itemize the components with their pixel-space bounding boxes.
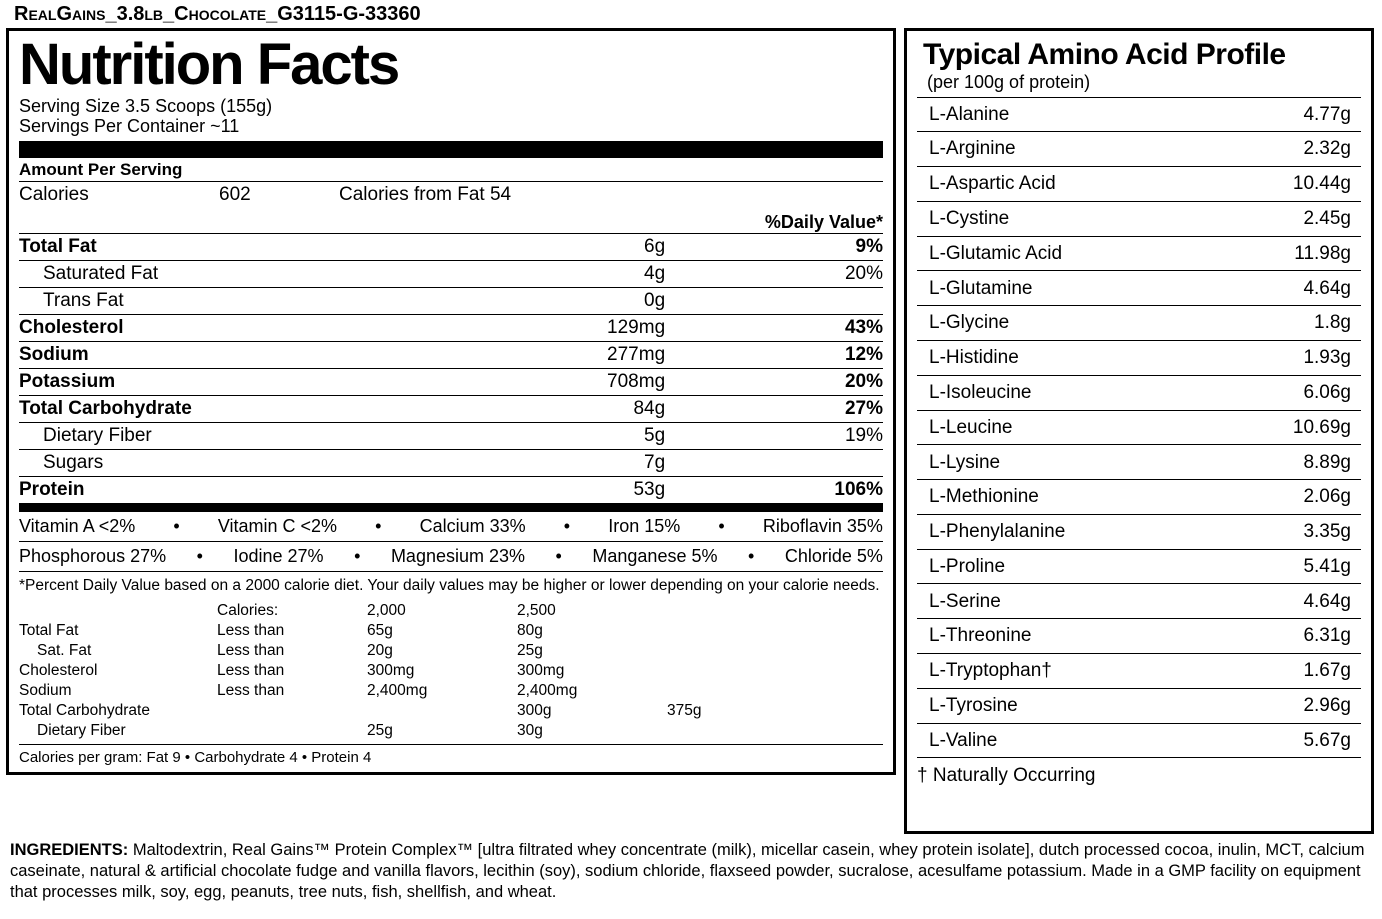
bullet-separator: • xyxy=(196,546,203,567)
amino-acid-footnote-row xyxy=(917,758,1361,792)
dv-row-extra xyxy=(667,621,883,641)
dv-row-name: Cholesterol xyxy=(19,661,98,679)
amino-acid-subtitle: (per 100g of protein) xyxy=(927,71,1091,92)
calories-value: 602 xyxy=(219,182,339,209)
amino-acid-value: 6.06g xyxy=(1221,375,1361,410)
nutrient-name: Potassium xyxy=(19,369,402,396)
calories-row xyxy=(19,182,883,209)
nutrient-daily-value: 12% xyxy=(775,342,883,369)
dv-row-qualifier: Less than xyxy=(217,661,285,679)
dv-row-qualifier: Less than xyxy=(217,621,285,639)
dv-row-name: Dietary Fiber xyxy=(37,721,126,739)
nutrient-amount: 129mg xyxy=(402,315,775,342)
dv-row-extra xyxy=(667,681,883,701)
amino-acid-name: L-Phenylalanine xyxy=(917,514,1221,549)
nutrient-name: Sugars xyxy=(19,450,402,477)
amino-acid-row xyxy=(917,723,1361,758)
vitamin-row-2 xyxy=(19,541,883,571)
amino-acid-value: 11.98g xyxy=(1221,236,1361,271)
dv-row-2500: 80g xyxy=(517,621,543,639)
nutrient-daily-value: 27% xyxy=(775,396,883,423)
file-title: RealGains_3.8lb_Chocolate_G3115-G-33360 xyxy=(14,3,421,25)
dv-row-2500: 2,400mg xyxy=(517,681,578,699)
divider-thick-top xyxy=(19,141,883,158)
daily-values-table xyxy=(19,601,883,741)
amino-acid-panel xyxy=(904,28,1374,834)
nutrient-amount: 277mg xyxy=(402,342,775,369)
amino-acid-value: 2.32g xyxy=(1221,132,1361,167)
nutrient-amount: 6g xyxy=(402,234,775,261)
amino-acid-name: L-Threonine xyxy=(917,619,1221,654)
daily-values-row xyxy=(19,681,883,701)
nutrient-name: Total Fat xyxy=(19,234,402,261)
amino-acid-row xyxy=(917,688,1361,723)
amino-acid-value: 2.06g xyxy=(1221,480,1361,515)
dv-row-2500: 30g xyxy=(517,721,543,739)
amino-acid-row xyxy=(917,549,1361,584)
amino-acid-value: 8.89g xyxy=(1221,445,1361,480)
amino-acid-row xyxy=(917,271,1361,306)
dv-header-calories: Calories: xyxy=(217,601,279,619)
dv-row-qualifier: Less than xyxy=(217,641,285,659)
ingredients-text: Maltodextrin, Real Gains™ Protein Complex™ [ultra filtrated whey concentrate (milk), micellar casein, whey protein isolate], dutch processed cocoa, inulin, MCT, calcium caseinate, natural & artificial chocolate fudge and vanilla flavors, lecithin (soy), sodium chloride, flaxseed powder, sucralose, acesulfame potassium. Made in a GMP facility on equipment that processes milk, soy, egg, peanuts, tree nuts, fish, shellfish, and wheat. xyxy=(10,841,1365,902)
dv-row-2000: 65g xyxy=(367,621,393,639)
amino-acid-name: L-Alanine xyxy=(917,97,1221,132)
amino-acid-value: 2.96g xyxy=(1221,688,1361,723)
nutrition-facts-title: Nutrition Facts xyxy=(19,32,399,97)
serving-size: Serving Size 3.5 Scoops (155g) xyxy=(19,96,273,117)
amino-acid-value: 5.67g xyxy=(1221,723,1361,758)
vitamin-item: Phosphorous 27% xyxy=(19,546,167,567)
nutrient-amount: 4g xyxy=(402,261,775,288)
vitamin-row-1 xyxy=(19,512,883,541)
vitamin-item: Iron 15% xyxy=(608,516,681,537)
amino-acid-row xyxy=(917,306,1361,341)
divider-thick-bottom xyxy=(19,503,883,512)
amino-acid-name: L-Glutamic Acid xyxy=(917,236,1221,271)
dv-row-extra xyxy=(667,661,883,681)
dv-row-2500: 25g xyxy=(517,641,543,659)
nutrient-row xyxy=(19,315,883,342)
amino-acid-value: 6.31g xyxy=(1221,619,1361,654)
dv-header-2500: 2,500 xyxy=(517,601,556,619)
amino-acid-value: 1.67g xyxy=(1221,654,1361,689)
dv-row-name: Sat. Fat xyxy=(37,641,92,659)
dv-header-2000: 2,000 xyxy=(367,601,406,619)
vitamin-item: Chloride 5% xyxy=(784,546,883,567)
nutrient-amount: 5g xyxy=(402,423,775,450)
amino-acid-row xyxy=(917,132,1361,167)
dv-row-2000: 25g xyxy=(367,721,393,739)
nutrient-row xyxy=(19,396,883,423)
amino-acid-row xyxy=(917,375,1361,410)
amount-per-serving-label: Amount Per Serving xyxy=(19,160,183,180)
amino-acid-name: L-Glutamine xyxy=(917,271,1221,306)
dv-row-extra xyxy=(667,641,883,661)
nutrient-table xyxy=(19,233,883,503)
amino-acid-value: 4.64g xyxy=(1221,584,1361,619)
nutrient-amount: 708mg xyxy=(402,369,775,396)
bullet-separator: • xyxy=(718,516,725,537)
amino-acid-value: 5.41g xyxy=(1221,549,1361,584)
nutrient-row xyxy=(19,261,883,288)
nutrient-daily-value: 20% xyxy=(775,369,883,396)
panels-container xyxy=(6,28,1376,834)
nutrient-amount: 53g xyxy=(402,477,775,504)
nutrient-name: Dietary Fiber xyxy=(19,423,402,450)
dv-row-2000: 2,400mg xyxy=(367,681,428,699)
servings-per-container: Servings Per Container ~11 xyxy=(19,116,240,137)
amino-acid-row xyxy=(917,584,1361,619)
amino-acid-name: L-Tryptophan† xyxy=(917,654,1221,689)
daily-values-row xyxy=(19,721,883,741)
nutrient-row xyxy=(19,423,883,450)
dv-row-2500: 300g xyxy=(517,701,552,719)
bullet-separator: • xyxy=(173,516,180,537)
dv-header-extra xyxy=(667,601,883,621)
amino-acid-value: 4.64g xyxy=(1221,271,1361,306)
daily-values-row xyxy=(19,661,883,681)
amino-acid-value: 1.8g xyxy=(1221,306,1361,341)
dv-header-blank xyxy=(19,601,217,621)
vitamin-item: Iodine 27% xyxy=(233,546,324,567)
bullet-separator: • xyxy=(555,546,562,567)
amino-acid-row xyxy=(917,480,1361,515)
vitamin-item: Manganese 5% xyxy=(592,546,718,567)
nutrient-amount: 84g xyxy=(402,396,775,423)
nutrient-amount: 0g xyxy=(402,288,775,315)
ingredients-label: INGREDIENTS: xyxy=(10,841,129,859)
bullet-separator: • xyxy=(375,516,382,537)
amino-acid-name: L-Methionine xyxy=(917,480,1221,515)
nutrient-daily-value: 20% xyxy=(775,261,883,288)
amino-acid-name: L-Tyrosine xyxy=(917,688,1221,723)
amino-acid-name: L-Valine xyxy=(917,723,1221,758)
bullet-separator: • xyxy=(563,516,571,537)
amino-acid-name: L-Isoleucine xyxy=(917,375,1221,410)
ingredients-block xyxy=(6,834,1376,903)
nutrient-daily-value: 19% xyxy=(775,423,883,450)
amino-acid-name: L-Lysine xyxy=(917,445,1221,480)
daily-values-row xyxy=(19,641,883,661)
amino-acid-value: 1.93g xyxy=(1221,340,1361,375)
dv-row-name: Sodium xyxy=(19,681,72,699)
nutrient-name: Protein xyxy=(19,477,402,504)
vitamin-item: Magnesium 23% xyxy=(390,546,526,567)
nutrient-row xyxy=(19,342,883,369)
amino-acid-name: L-Proline xyxy=(917,549,1221,584)
amino-acid-name: L-Glycine xyxy=(917,306,1221,341)
bullet-separator: • xyxy=(748,546,755,567)
amino-acid-footnote: † Naturally Occurring xyxy=(917,758,1361,792)
amino-acid-title: Typical Amino Acid Profile xyxy=(923,38,1286,71)
daily-value-footnote: *Percent Daily Value based on a 2000 calorie diet. Your daily values may be higher or lower depending on your calorie needs. xyxy=(19,571,883,600)
bullet-separator: • xyxy=(354,546,361,567)
calories-from-fat: Calories from Fat 54 xyxy=(339,182,883,209)
vitamin-item: Riboflavin 35% xyxy=(762,516,883,537)
amino-acid-row xyxy=(917,654,1361,689)
nutrient-row xyxy=(19,288,883,315)
amino-acid-name: L-Cystine xyxy=(917,201,1221,236)
amino-acid-row xyxy=(917,514,1361,549)
amino-acid-table xyxy=(917,97,1361,793)
nutrition-facts-panel xyxy=(6,28,896,775)
nutrient-row xyxy=(19,477,883,504)
vitamin-item: Vitamin C <2% xyxy=(217,516,338,537)
nutrient-row xyxy=(19,369,883,396)
nutrient-daily-value xyxy=(775,450,883,477)
amino-acid-row xyxy=(917,97,1361,132)
amino-acid-value: 10.44g xyxy=(1221,167,1361,202)
dv-row-qualifier: Less than xyxy=(217,681,285,699)
dv-row-2000: 20g xyxy=(367,641,393,659)
dv-row-extra: 375g xyxy=(667,701,702,719)
amino-acid-name: L-Leucine xyxy=(917,410,1221,445)
nutrient-name: Sodium xyxy=(19,342,402,369)
amino-acid-value: 10.69g xyxy=(1221,410,1361,445)
dv-row-qualifier xyxy=(217,701,367,721)
dv-row-2500: 300mg xyxy=(517,661,565,679)
nutrient-daily-value: 43% xyxy=(775,315,883,342)
amino-acid-name: L-Aspartic Acid xyxy=(917,167,1221,202)
vitamin-item: Calcium 33% xyxy=(419,516,526,537)
nutrient-daily-value: 9% xyxy=(775,234,883,261)
amino-acid-name: L-Arginine xyxy=(917,132,1221,167)
amino-acid-row xyxy=(917,619,1361,654)
amino-acid-row xyxy=(917,445,1361,480)
amino-acid-name: L-Histidine xyxy=(917,340,1221,375)
amino-acid-value: 2.45g xyxy=(1221,201,1361,236)
dv-row-qualifier xyxy=(217,721,367,741)
amino-acid-row xyxy=(917,236,1361,271)
nutrient-row xyxy=(19,234,883,261)
nutrient-name: Trans Fat xyxy=(19,288,402,315)
nutrient-daily-value xyxy=(775,288,883,315)
daily-values-row xyxy=(19,621,883,641)
nutrient-name: Cholesterol xyxy=(19,315,402,342)
dv-row-name: Total Fat xyxy=(19,621,79,639)
amino-acid-name: L-Serine xyxy=(917,584,1221,619)
amino-acid-row xyxy=(917,201,1361,236)
calories-table xyxy=(19,181,883,208)
amino-acid-value: 3.35g xyxy=(1221,514,1361,549)
vitamin-item: Vitamin A <2% xyxy=(19,516,136,537)
amino-acid-row xyxy=(917,340,1361,375)
daily-values-header-row xyxy=(19,601,883,621)
nutrient-amount: 7g xyxy=(402,450,775,477)
nutrient-name: Saturated Fat xyxy=(19,261,402,288)
nutrient-daily-value: 106% xyxy=(775,477,883,504)
amino-acid-row xyxy=(917,167,1361,202)
calories-per-gram: Calories per gram: Fat 9 • Carbohydrate 4 • Protein 4 xyxy=(19,744,883,766)
dv-row-2000: 300mg xyxy=(367,661,415,679)
dv-row-2000 xyxy=(367,701,517,721)
nutrient-row xyxy=(19,450,883,477)
amino-acid-row xyxy=(917,410,1361,445)
nutrient-name: Total Carbohydrate xyxy=(19,396,402,423)
amino-acid-value: 4.77g xyxy=(1221,97,1361,132)
daily-value-header: %Daily Value* xyxy=(764,212,883,233)
dv-row-extra xyxy=(667,721,883,741)
calories-label: Calories xyxy=(19,182,219,209)
dv-row-name: Total Carbohydrate xyxy=(19,701,150,719)
daily-values-row xyxy=(19,701,883,721)
